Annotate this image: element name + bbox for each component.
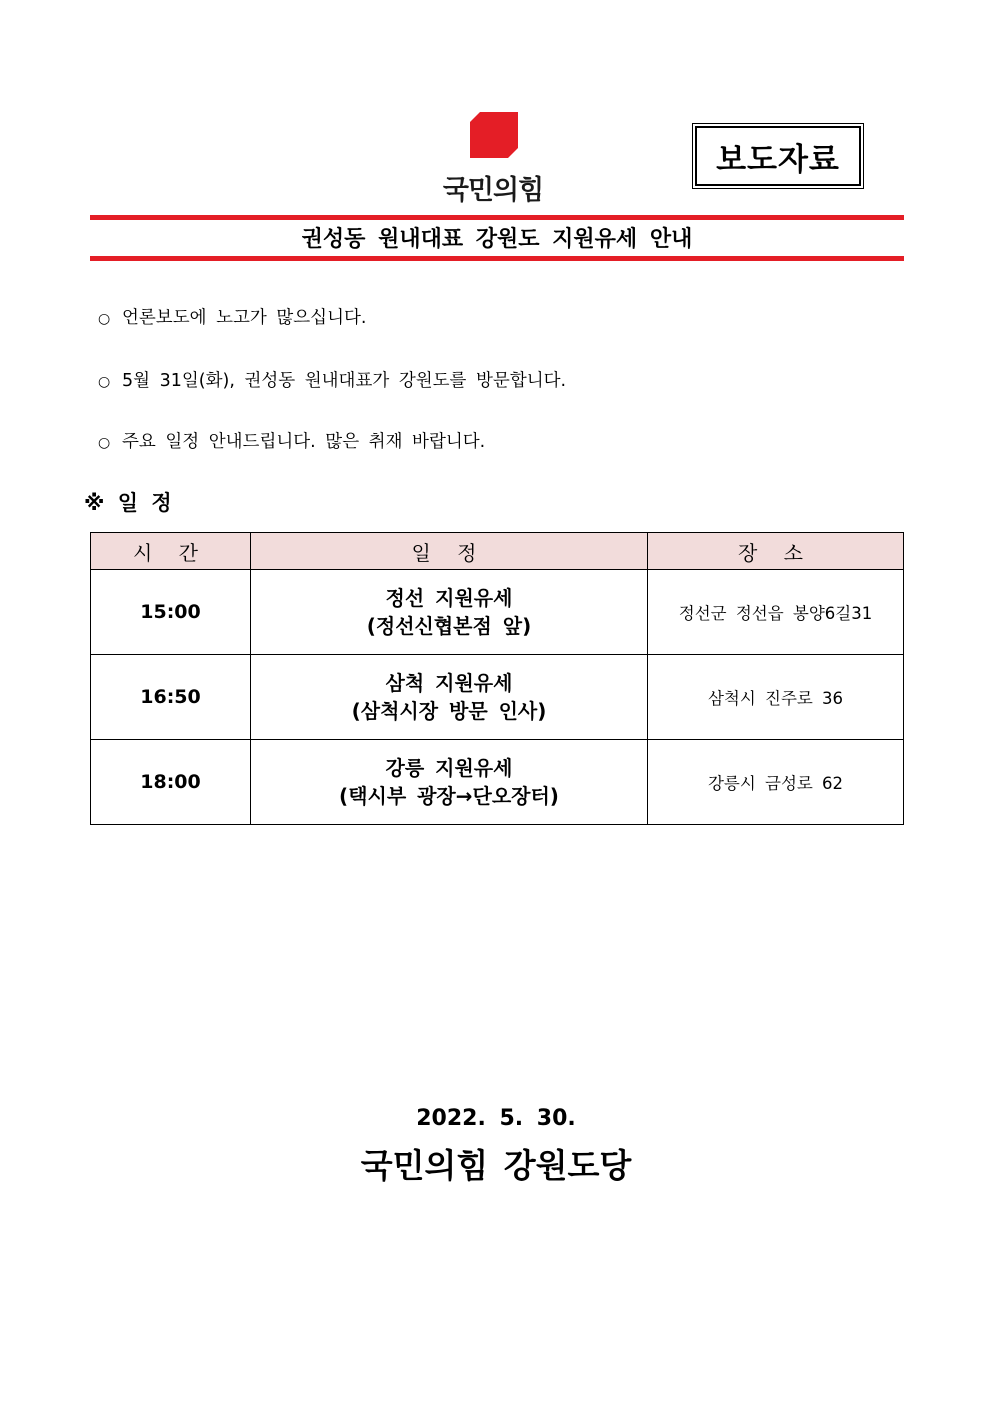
schedule-heading: ※ 일 정 [84, 491, 172, 515]
table-header-row [91, 533, 904, 570]
title-rule-top [90, 215, 904, 220]
schedule-table [90, 532, 904, 825]
bullet-text: 언론보도에 노고가 많으십니다. [122, 308, 367, 328]
event-detail: (삼척시장 방문 인사) [351, 699, 547, 723]
cell-event [251, 740, 648, 825]
column-header-place: 장 소 [648, 533, 904, 570]
cell-place: 강릉시 금성로 62 [648, 740, 904, 825]
release-date: 2022. 5. 30. [416, 1106, 576, 1131]
event-title: 강릉 지원유세 [385, 756, 513, 780]
table-row [91, 740, 904, 825]
logo-text: 국민의힘 [442, 175, 544, 206]
cell-time: 16:50 [91, 655, 251, 740]
event-detail: (정선신협본점 앞) [366, 614, 532, 638]
cell-event [251, 570, 648, 655]
cell-place: 삼척시 진주로 36 [648, 655, 904, 740]
bullet-text: 5월 31일(화), 권성동 원내대표가 강원도를 방문합니다. [122, 371, 567, 391]
column-header-event: 일 정 [251, 533, 648, 570]
organization-name: 국민의힘 강원도당 [360, 1146, 632, 1185]
circle-bullet-icon: ○ [98, 311, 111, 327]
bullet-item [98, 304, 366, 329]
table-row [91, 655, 904, 740]
bullet-item [98, 367, 566, 392]
column-header-time: 시 간 [91, 533, 251, 570]
bullet-text: 주요 일정 안내드립니다. 많은 취재 바랍니다. [122, 432, 486, 452]
cell-time: 18:00 [91, 740, 251, 825]
cell-time: 15:00 [91, 570, 251, 655]
bullet-item [98, 428, 485, 453]
table-row [91, 570, 904, 655]
circle-bullet-icon: ○ [98, 374, 111, 390]
cell-event [251, 655, 648, 740]
party-logo [428, 110, 558, 210]
event-title: 삼척 지원유세 [385, 671, 513, 695]
press-release-label: 보도자료 [695, 126, 861, 186]
event-title: 정선 지원유세 [385, 586, 513, 610]
title-rule-bottom [90, 256, 904, 261]
circle-bullet-icon: ○ [98, 435, 111, 451]
event-detail: (택시부 광장→단오장터) [339, 784, 559, 808]
party-logo-mark-icon [470, 112, 518, 158]
cell-place: 정선군 정선읍 봉양6길31 [648, 570, 904, 655]
page-title: 권성동 원내대표 강원도 지원유세 안내 [301, 227, 693, 252]
